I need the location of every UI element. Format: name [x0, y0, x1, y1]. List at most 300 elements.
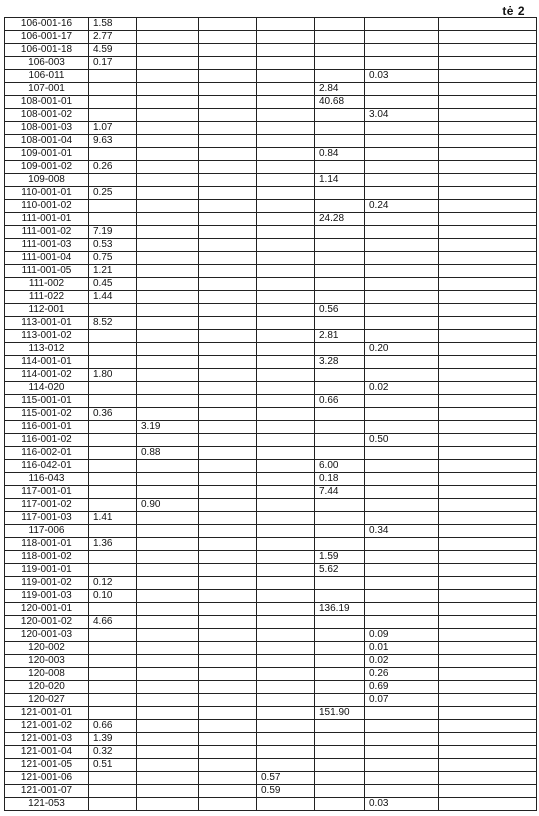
table-row — [5, 330, 537, 343]
parcel-id-cell: 111-022 — [5, 291, 89, 304]
value-cell — [315, 44, 365, 57]
value-cell — [315, 655, 365, 668]
value-cell — [315, 382, 365, 395]
table-row — [5, 577, 537, 590]
value-cell: 0.57 — [257, 772, 315, 785]
value-cell — [257, 369, 315, 382]
value-cell — [365, 486, 439, 499]
value-cell — [315, 694, 365, 707]
parcel-id-cell: 119-001-02 — [5, 577, 89, 590]
value-cell — [439, 525, 537, 538]
value-cell — [199, 356, 257, 369]
value-cell — [365, 304, 439, 317]
value-cell — [315, 772, 365, 785]
value-cell: 0.88 — [137, 447, 199, 460]
value-cell — [315, 434, 365, 447]
value-cell — [439, 616, 537, 629]
value-cell — [315, 135, 365, 148]
value-cell — [439, 473, 537, 486]
table-row — [5, 629, 537, 642]
value-cell — [89, 395, 137, 408]
value-cell — [199, 174, 257, 187]
value-cell — [365, 252, 439, 265]
value-cell: 4.66 — [89, 616, 137, 629]
value-cell — [199, 681, 257, 694]
value-cell — [137, 590, 199, 603]
value-cell — [89, 499, 137, 512]
value-cell — [199, 694, 257, 707]
value-cell: 0.59 — [257, 785, 315, 798]
value-cell — [137, 759, 199, 772]
value-cell — [365, 499, 439, 512]
value-cell — [439, 395, 537, 408]
value-cell — [365, 408, 439, 421]
value-cell: 0.03 — [365, 70, 439, 83]
value-cell — [89, 460, 137, 473]
value-cell — [257, 70, 315, 83]
table-row — [5, 382, 537, 395]
value-cell — [315, 265, 365, 278]
value-cell — [137, 473, 199, 486]
value-cell — [257, 551, 315, 564]
value-cell: 0.24 — [365, 200, 439, 213]
value-cell — [365, 707, 439, 720]
value-cell — [89, 356, 137, 369]
parcel-id-cell: 108-001-01 — [5, 96, 89, 109]
value-cell — [257, 161, 315, 174]
value-cell — [199, 343, 257, 356]
value-cell — [257, 200, 315, 213]
value-cell — [89, 343, 137, 356]
parcel-id-cell: 108-001-04 — [5, 135, 89, 148]
value-cell — [199, 265, 257, 278]
value-cell: 0.69 — [365, 681, 439, 694]
value-cell — [439, 655, 537, 668]
value-cell — [365, 135, 439, 148]
parcel-id-cell: 120-020 — [5, 681, 89, 694]
value-cell — [199, 57, 257, 70]
table-row — [5, 785, 537, 798]
value-cell — [257, 759, 315, 772]
value-cell — [199, 18, 257, 31]
parcel-id-cell: 106-001-17 — [5, 31, 89, 44]
value-cell — [199, 330, 257, 343]
value-cell — [199, 798, 257, 811]
value-cell — [365, 239, 439, 252]
parcel-id-cell: 115-001-02 — [5, 408, 89, 421]
value-cell — [199, 603, 257, 616]
value-cell — [137, 577, 199, 590]
value-cell: 4.59 — [89, 44, 137, 57]
value-cell — [257, 642, 315, 655]
value-cell — [257, 278, 315, 291]
value-cell — [365, 44, 439, 57]
table-row — [5, 187, 537, 200]
value-cell — [137, 707, 199, 720]
value-cell — [439, 603, 537, 616]
table-row — [5, 57, 537, 70]
value-cell — [199, 707, 257, 720]
value-cell — [137, 57, 199, 70]
table-body — [5, 18, 537, 811]
value-cell — [257, 460, 315, 473]
value-cell — [89, 382, 137, 395]
value-cell — [199, 278, 257, 291]
value-cell — [199, 83, 257, 96]
value-cell — [365, 564, 439, 577]
value-cell — [257, 720, 315, 733]
value-cell — [89, 304, 137, 317]
parcel-id-cell: 108-001-02 — [5, 109, 89, 122]
value-cell — [257, 603, 315, 616]
value-cell — [315, 512, 365, 525]
table-row — [5, 44, 537, 57]
value-cell: 1.07 — [89, 122, 137, 135]
value-cell — [137, 44, 199, 57]
table-row — [5, 317, 537, 330]
value-cell — [199, 551, 257, 564]
value-cell — [199, 577, 257, 590]
value-cell: 0.07 — [365, 694, 439, 707]
value-cell — [439, 499, 537, 512]
parcel-id-cell: 121-001-07 — [5, 785, 89, 798]
value-cell — [439, 694, 537, 707]
value-cell — [199, 746, 257, 759]
value-cell — [365, 356, 439, 369]
value-cell — [199, 642, 257, 655]
value-cell — [257, 382, 315, 395]
parcel-id-cell: 121-001-05 — [5, 759, 89, 772]
parcel-area-table — [4, 17, 537, 811]
value-cell: 0.56 — [315, 304, 365, 317]
table-row — [5, 174, 537, 187]
parcel-id-cell: 119-001-03 — [5, 590, 89, 603]
value-cell: 0.66 — [89, 720, 137, 733]
table-row — [5, 798, 537, 811]
value-cell: 0.36 — [89, 408, 137, 421]
value-cell — [199, 447, 257, 460]
value-cell — [137, 135, 199, 148]
value-cell — [137, 772, 199, 785]
value-cell — [439, 746, 537, 759]
value-cell — [315, 525, 365, 538]
table-row — [5, 239, 537, 252]
value-cell — [199, 733, 257, 746]
value-cell — [137, 629, 199, 642]
table-row — [5, 668, 537, 681]
value-cell — [257, 629, 315, 642]
value-cell — [199, 616, 257, 629]
value-cell — [365, 148, 439, 161]
value-cell — [199, 291, 257, 304]
value-cell — [199, 590, 257, 603]
value-cell — [439, 642, 537, 655]
page-number: tė 2 — [502, 4, 525, 18]
value-cell — [257, 109, 315, 122]
value-cell — [257, 265, 315, 278]
value-cell — [439, 772, 537, 785]
table-row — [5, 200, 537, 213]
parcel-id-cell: 118-001-01 — [5, 538, 89, 551]
value-cell — [137, 265, 199, 278]
value-cell — [315, 278, 365, 291]
value-cell — [439, 720, 537, 733]
table-row — [5, 707, 537, 720]
parcel-id-cell: 111-001-04 — [5, 252, 89, 265]
value-cell — [199, 421, 257, 434]
value-cell — [199, 538, 257, 551]
value-cell — [137, 317, 199, 330]
parcel-id-cell: 114-001-02 — [5, 369, 89, 382]
value-cell — [257, 304, 315, 317]
value-cell — [257, 148, 315, 161]
value-cell: 1.36 — [89, 538, 137, 551]
value-cell — [365, 83, 439, 96]
value-cell: 5.62 — [315, 564, 365, 577]
table-row — [5, 655, 537, 668]
parcel-id-cell: 117-001-01 — [5, 486, 89, 499]
value-cell — [89, 200, 137, 213]
value-cell — [439, 733, 537, 746]
value-cell — [257, 239, 315, 252]
value-cell — [315, 421, 365, 434]
value-cell — [439, 551, 537, 564]
table-row — [5, 486, 537, 499]
value-cell — [257, 512, 315, 525]
table-row — [5, 213, 537, 226]
table-row — [5, 499, 537, 512]
value-cell — [89, 694, 137, 707]
value-cell — [365, 759, 439, 772]
value-cell — [137, 304, 199, 317]
parcel-id-cell: 121-001-01 — [5, 707, 89, 720]
parcel-id-cell: 121-001-06 — [5, 772, 89, 785]
value-cell — [89, 109, 137, 122]
parcel-id-cell: 120-003 — [5, 655, 89, 668]
value-cell — [257, 421, 315, 434]
value-cell — [257, 733, 315, 746]
value-cell — [315, 161, 365, 174]
parcel-id-cell: 111-001-01 — [5, 213, 89, 226]
value-cell — [199, 382, 257, 395]
parcel-id-cell: 116-042-01 — [5, 460, 89, 473]
value-cell — [315, 798, 365, 811]
value-cell — [137, 291, 199, 304]
value-cell — [199, 200, 257, 213]
value-cell — [439, 447, 537, 460]
table-row — [5, 395, 537, 408]
value-cell — [137, 525, 199, 538]
parcel-id-cell: 114-020 — [5, 382, 89, 395]
value-cell — [257, 473, 315, 486]
table-row — [5, 343, 537, 356]
value-cell — [365, 96, 439, 109]
parcel-id-cell: 106-001-18 — [5, 44, 89, 57]
value-cell — [257, 434, 315, 447]
value-cell: 1.44 — [89, 291, 137, 304]
parcel-id-cell: 117-001-03 — [5, 512, 89, 525]
value-cell — [137, 174, 199, 187]
value-cell — [137, 512, 199, 525]
value-cell — [137, 343, 199, 356]
value-cell: 0.02 — [365, 655, 439, 668]
value-cell — [439, 330, 537, 343]
value-cell — [137, 226, 199, 239]
table-row — [5, 525, 537, 538]
parcel-id-cell: 113-001-02 — [5, 330, 89, 343]
value-cell — [439, 317, 537, 330]
table-row — [5, 694, 537, 707]
value-cell: 0.45 — [89, 278, 137, 291]
value-cell — [315, 200, 365, 213]
parcel-id-cell: 108-001-03 — [5, 122, 89, 135]
table-row — [5, 265, 537, 278]
value-cell — [257, 577, 315, 590]
value-cell — [439, 109, 537, 122]
value-cell — [137, 161, 199, 174]
value-cell: 1.80 — [89, 369, 137, 382]
value-cell — [257, 122, 315, 135]
value-cell — [257, 187, 315, 200]
value-cell — [439, 590, 537, 603]
parcel-id-cell: 116-001-01 — [5, 421, 89, 434]
value-cell — [137, 96, 199, 109]
value-cell — [137, 187, 199, 200]
value-cell — [137, 369, 199, 382]
value-cell — [257, 213, 315, 226]
value-cell — [199, 304, 257, 317]
table-row — [5, 720, 537, 733]
value-cell — [89, 551, 137, 564]
parcel-id-cell: 116-043 — [5, 473, 89, 486]
value-cell: 2.81 — [315, 330, 365, 343]
table-row — [5, 226, 537, 239]
value-cell — [365, 733, 439, 746]
value-cell: 0.26 — [89, 161, 137, 174]
value-cell — [365, 538, 439, 551]
value-cell — [137, 798, 199, 811]
parcel-id-cell: 120-008 — [5, 668, 89, 681]
value-cell — [257, 135, 315, 148]
value-cell — [89, 798, 137, 811]
value-cell — [439, 57, 537, 70]
parcel-id-cell: 120-001-03 — [5, 629, 89, 642]
value-cell: 0.12 — [89, 577, 137, 590]
table-row — [5, 70, 537, 83]
value-cell — [365, 720, 439, 733]
value-cell — [89, 681, 137, 694]
value-cell: 1.21 — [89, 265, 137, 278]
value-cell — [439, 83, 537, 96]
value-cell — [257, 746, 315, 759]
value-cell — [199, 317, 257, 330]
value-cell: 2.84 — [315, 83, 365, 96]
value-cell — [199, 499, 257, 512]
value-cell — [439, 707, 537, 720]
value-cell — [365, 746, 439, 759]
value-cell — [137, 733, 199, 746]
value-cell — [365, 590, 439, 603]
value-cell — [439, 96, 537, 109]
value-cell — [365, 369, 439, 382]
value-cell — [315, 447, 365, 460]
value-cell — [137, 603, 199, 616]
value-cell — [137, 668, 199, 681]
value-cell — [257, 408, 315, 421]
value-cell — [137, 538, 199, 551]
value-cell — [199, 395, 257, 408]
value-cell — [439, 759, 537, 772]
parcel-id-cell: 120-001-01 — [5, 603, 89, 616]
value-cell: 1.39 — [89, 733, 137, 746]
value-cell — [365, 421, 439, 434]
value-cell: 136.19 — [315, 603, 365, 616]
value-cell — [315, 785, 365, 798]
value-cell — [199, 564, 257, 577]
value-cell — [257, 486, 315, 499]
value-cell — [439, 304, 537, 317]
parcel-id-cell: 106-001-16 — [5, 18, 89, 31]
value-cell — [365, 772, 439, 785]
value-cell — [199, 31, 257, 44]
value-cell — [89, 148, 137, 161]
value-cell — [439, 291, 537, 304]
value-cell — [365, 603, 439, 616]
table-row — [5, 746, 537, 759]
value-cell — [199, 759, 257, 772]
value-cell — [137, 252, 199, 265]
table-row — [5, 109, 537, 122]
parcel-id-cell: 106-003 — [5, 57, 89, 70]
table-row — [5, 122, 537, 135]
value-cell — [315, 122, 365, 135]
value-cell — [257, 44, 315, 57]
value-cell — [257, 694, 315, 707]
value-cell: 2.77 — [89, 31, 137, 44]
table-row — [5, 83, 537, 96]
value-cell — [199, 525, 257, 538]
value-cell: 3.19 — [137, 421, 199, 434]
value-cell — [257, 499, 315, 512]
value-cell — [315, 681, 365, 694]
value-cell — [199, 148, 257, 161]
value-cell — [137, 200, 199, 213]
parcel-id-cell: 111-001-05 — [5, 265, 89, 278]
value-cell: 0.03 — [365, 798, 439, 811]
parcel-id-cell: 106-011 — [5, 70, 89, 83]
parcel-id-cell: 112-001 — [5, 304, 89, 317]
table-row — [5, 278, 537, 291]
value-cell — [257, 447, 315, 460]
value-cell — [199, 772, 257, 785]
value-cell — [257, 655, 315, 668]
value-cell — [439, 213, 537, 226]
value-cell — [89, 629, 137, 642]
parcel-id-cell: 109-001-02 — [5, 161, 89, 174]
value-cell — [199, 408, 257, 421]
parcel-id-cell: 113-001-01 — [5, 317, 89, 330]
value-cell: 0.75 — [89, 252, 137, 265]
table-row — [5, 603, 537, 616]
parcel-id-cell: 120-001-02 — [5, 616, 89, 629]
value-cell — [199, 239, 257, 252]
value-cell — [137, 564, 199, 577]
value-cell — [137, 70, 199, 83]
value-cell: 0.34 — [365, 525, 439, 538]
value-cell — [439, 135, 537, 148]
value-cell — [365, 161, 439, 174]
value-cell — [257, 96, 315, 109]
